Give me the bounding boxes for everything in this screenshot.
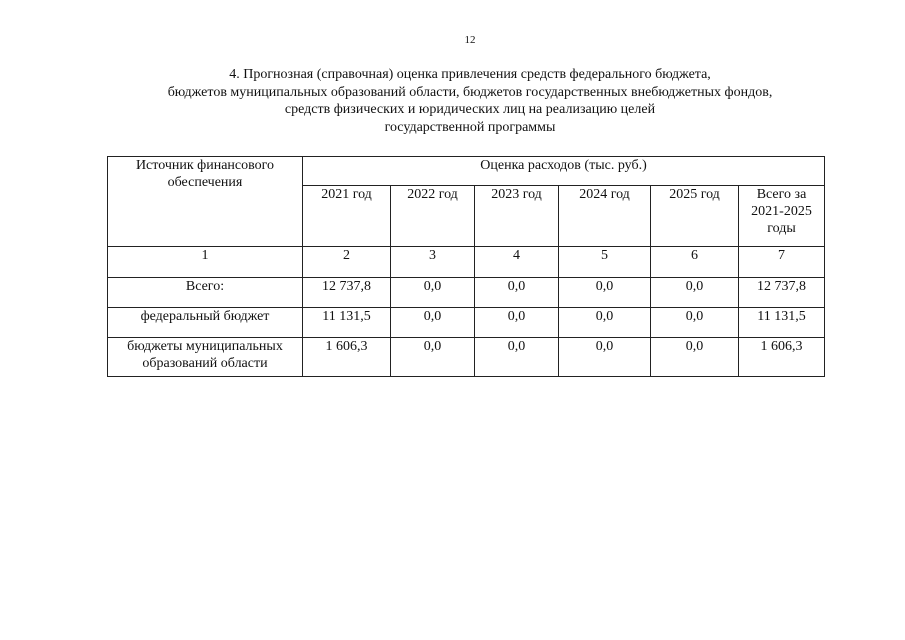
year-header: 2025 год <box>651 186 739 247</box>
financing-table <box>107 156 825 377</box>
column-number: 5 <box>559 247 651 278</box>
total-header-line: годы <box>767 221 796 236</box>
value-cell: 12 737,8 <box>303 278 391 308</box>
title-line: бюджетов муниципальных образований области, бюджетов государственных внебюджетных фондов, <box>167 84 773 100</box>
source-header-line: обеспечения <box>167 175 243 190</box>
value-cell: 11 131,5 <box>303 308 391 338</box>
column-number: 7 <box>739 247 825 278</box>
source-cell <box>108 338 303 377</box>
value-cell: 0,0 <box>651 308 739 338</box>
title-line: средств физических и юридических лиц на реализацию целей <box>284 102 656 117</box>
source-line: образований области <box>142 356 268 371</box>
value-cell: 11 131,5 <box>739 308 825 338</box>
column-number: 6 <box>651 247 739 278</box>
value-cell: 0,0 <box>651 338 739 377</box>
value-cell: 0,0 <box>391 308 475 338</box>
value-cell: 0,0 <box>475 278 559 308</box>
total-header-line: Всего за <box>756 187 807 202</box>
source-line: бюджеты муниципальных <box>127 339 283 354</box>
value-cell: 0,0 <box>475 338 559 377</box>
value-cell: 0,0 <box>559 338 651 377</box>
value-cell: 1 606,3 <box>303 338 391 377</box>
column-number-row <box>108 247 825 278</box>
value-cell: 0,0 <box>651 278 739 308</box>
value-cell: 12 737,8 <box>739 278 825 308</box>
value-cell: 0,0 <box>559 278 651 308</box>
value-cell: 0,0 <box>391 338 475 377</box>
value-cell: 1 606,3 <box>739 338 825 377</box>
source-cell: Всего: <box>108 278 303 308</box>
value-cell: 0,0 <box>475 308 559 338</box>
year-header: 2023 год <box>475 186 559 247</box>
source-header-line: Источник финансового <box>135 158 275 173</box>
year-header: 2022 год <box>391 186 475 247</box>
title-line: 4. Прогнозная (справочная) оценка привлечения средств федерального бюджета, <box>229 67 711 82</box>
table-row <box>108 278 825 308</box>
table-row <box>108 308 825 338</box>
page-number: 12 <box>464 34 476 46</box>
title-line: государственной программы <box>384 119 556 135</box>
column-number: 1 <box>108 247 303 278</box>
cost-header: Оценка расходов (тыс. руб.) <box>303 157 825 186</box>
total-header <box>739 186 825 247</box>
source-header <box>108 157 303 247</box>
column-number: 2 <box>303 247 391 278</box>
year-header: 2021 год <box>303 186 391 247</box>
source-cell: федеральный бюджет <box>108 308 303 338</box>
table-row <box>108 338 825 377</box>
section-title <box>0 66 905 136</box>
column-number: 3 <box>391 247 475 278</box>
total-header-line: 2021-2025 <box>751 204 812 219</box>
value-cell: 0,0 <box>391 278 475 308</box>
column-number: 4 <box>475 247 559 278</box>
year-header: 2024 год <box>559 186 651 247</box>
value-cell: 0,0 <box>559 308 651 338</box>
